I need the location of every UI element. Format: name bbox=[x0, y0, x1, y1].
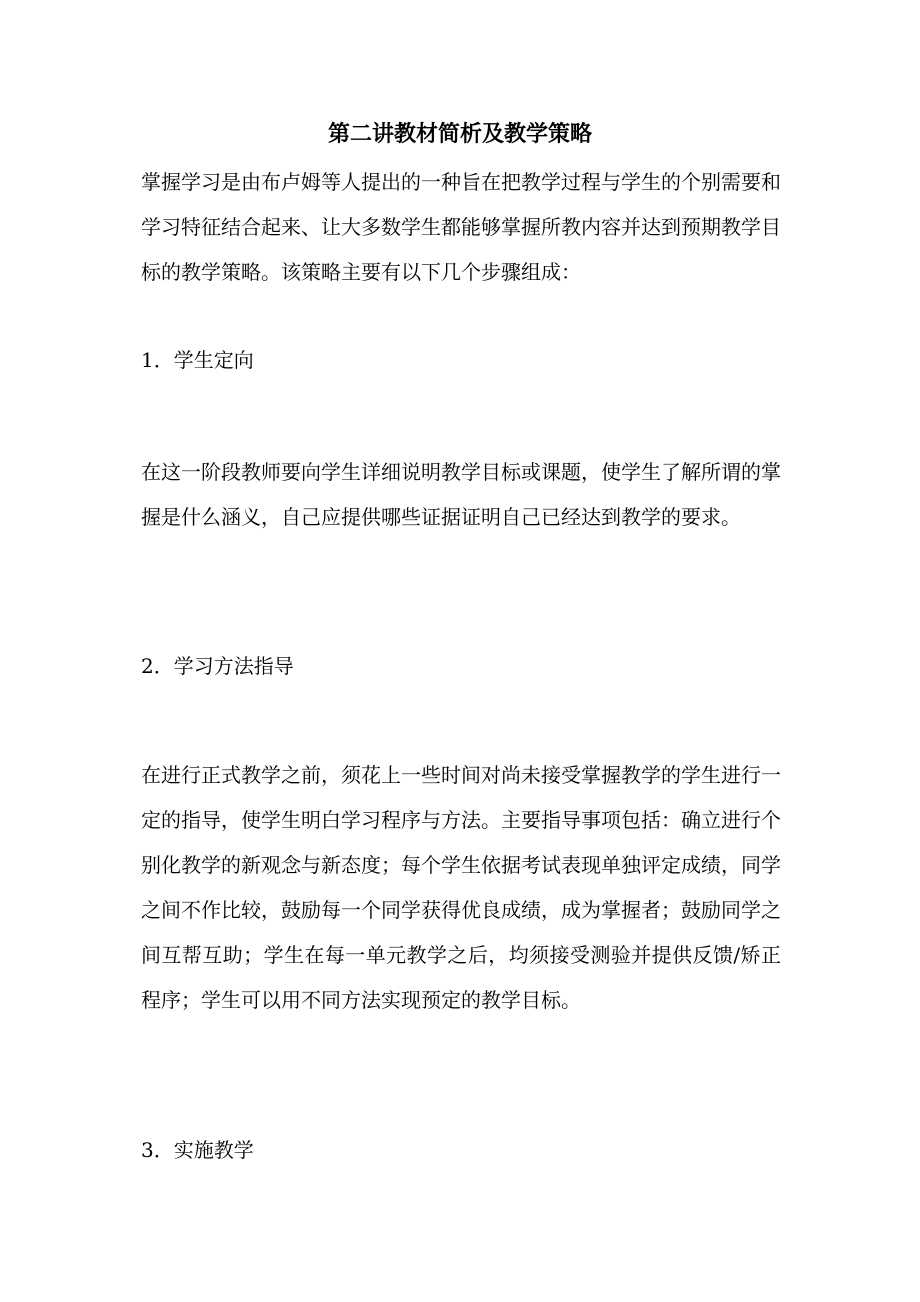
section-heading-3: 3．实施教学 bbox=[141, 1138, 254, 1162]
document-title: 第二讲教材简析及教学策略 bbox=[327, 121, 592, 147]
section-heading-2: 2．学习方法指导 bbox=[141, 654, 294, 678]
intro-paragraph: 掌握学习是由布卢姆等人提出的一种旨在把教学过程与学生的个别需要和学习特征结合起来、让大多数学生都能够掌握所教内容并达到预期教学目标的教学策略。该策略主要有以下几个步骤组成： bbox=[141, 170, 781, 284]
section-heading-1: 1．学生定向 bbox=[141, 348, 254, 372]
section-body-2: 在进行正式教学之前，须花上一些时间对尚未接受掌握教学的学生进行一定的指导，使学生明白学习程序与方法。主要指导事项包括：确立进行个别化教学的新观念与新态度；每个学生依据考试表现单独评定成绩，同学之间不作比较，鼓励每一个同学获得优良成绩，成为掌握者；鼓励同学之间互帮互助；学生在每一单元教学之后，均须接受测验并提供反馈/矫正程序；学生可以用不同方法实现预定的教学目标。 bbox=[141, 763, 781, 1012]
section-body-1: 在这一阶段教师要向学生详细说明教学目标或课题，使学生了解所谓的掌握是什么涵义，自己应提供哪些证据证明自己已经达到教学的要求。 bbox=[141, 460, 781, 529]
